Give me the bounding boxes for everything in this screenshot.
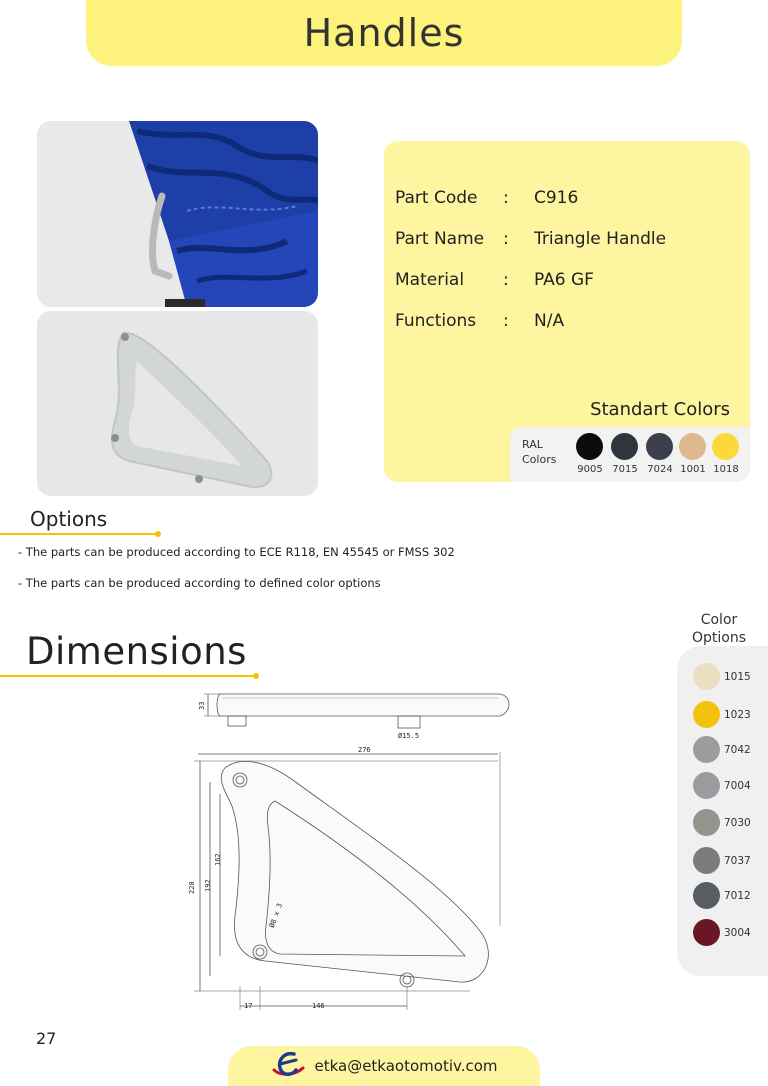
dim-label-diameter: Ø15.5 <box>398 732 420 740</box>
info-label: Functions <box>395 311 477 331</box>
color-swatch-1015 <box>693 663 720 690</box>
ral-code: 1018 <box>713 464 739 475</box>
options-underline <box>0 533 157 535</box>
etka-logo-icon <box>270 1050 306 1082</box>
product-photo-handle <box>37 311 318 496</box>
technical-drawing <box>180 686 520 1016</box>
options-underline-dot <box>155 531 161 537</box>
ral-colors-strip <box>510 427 750 482</box>
option-item: - The parts can be produced according to defined color options <box>18 576 381 590</box>
color-code: 7037 <box>724 855 751 867</box>
standard-colors-title: Standart Colors <box>590 399 730 420</box>
ral-code: 9005 <box>577 464 603 475</box>
dim-label-width: 276 <box>358 746 371 754</box>
info-value: Triangle Handle <box>534 229 667 249</box>
ral-swatch-1001 <box>679 433 706 460</box>
page-number: 27 <box>36 1029 57 1048</box>
ral-code: 1001 <box>680 464 706 475</box>
color-swatch-7042 <box>693 736 720 763</box>
color-code: 7042 <box>724 744 751 756</box>
ral-swatch-1018 <box>712 433 739 460</box>
info-value: N/A <box>534 311 565 331</box>
color-swatch-7030 <box>693 809 720 836</box>
options-title: Options <box>30 507 108 531</box>
ral-swatch-7024 <box>646 433 673 460</box>
dimensions-title: Dimensions <box>26 630 247 673</box>
info-separator: : <box>503 311 509 331</box>
dim-label-height-inner: 192 <box>204 879 212 892</box>
info-label: Material <box>395 270 465 290</box>
footer-email-link[interactable]: etka@etkaotomotiv.com <box>314 1057 498 1075</box>
color-swatch-7004 <box>693 772 720 799</box>
part-info-panel <box>384 141 750 482</box>
dim-label-hole: Ø8 x 3 <box>267 902 285 929</box>
info-separator: : <box>503 229 509 249</box>
info-label: Part Name <box>395 229 485 249</box>
dimensions-underline-dot <box>253 673 259 679</box>
dimensions-underline <box>0 675 257 677</box>
dim-label-height-mid: 162 <box>214 853 222 866</box>
title-banner <box>86 0 682 66</box>
ral-label: RAL Colors <box>522 438 557 466</box>
seat-illustration <box>37 121 318 307</box>
ral-code: 7015 <box>612 464 638 475</box>
color-swatch-7012 <box>693 882 720 909</box>
product-photo-seat <box>37 121 318 307</box>
dim-label-height-total: 220 <box>188 881 196 894</box>
ral-code: 7024 <box>647 464 673 475</box>
dim-label-base: 146 <box>312 1002 325 1010</box>
color-swatch-1023 <box>693 701 720 728</box>
ral-swatch-9005 <box>576 433 603 460</box>
color-code: 7030 <box>724 817 751 829</box>
info-separator: : <box>503 270 509 290</box>
color-code: 1015 <box>724 671 751 683</box>
option-item: - The parts can be produced according to ECE R118, EN 45545 or FMSS 302 <box>18 545 455 559</box>
info-value: PA6 GF <box>534 270 594 290</box>
dim-label-offset: 17 <box>244 1002 253 1010</box>
color-options-title: Color Options <box>691 612 747 646</box>
dim-label-thickness: 33 <box>198 701 206 710</box>
color-swatch-7037 <box>693 847 720 874</box>
handle-illustration <box>37 311 318 496</box>
color-swatch-3004 <box>693 919 720 946</box>
color-options-panel <box>677 646 768 976</box>
color-code: 1023 <box>724 709 751 721</box>
info-label: Part Code <box>395 188 478 208</box>
info-separator: : <box>503 188 509 208</box>
color-code: 3004 <box>724 927 751 939</box>
footer-contact <box>228 1046 540 1086</box>
color-code: 7012 <box>724 890 751 902</box>
info-value: C916 <box>534 188 579 208</box>
color-code: 7004 <box>724 780 751 792</box>
page-title: Handles <box>303 11 465 55</box>
ral-swatch-7015 <box>611 433 638 460</box>
